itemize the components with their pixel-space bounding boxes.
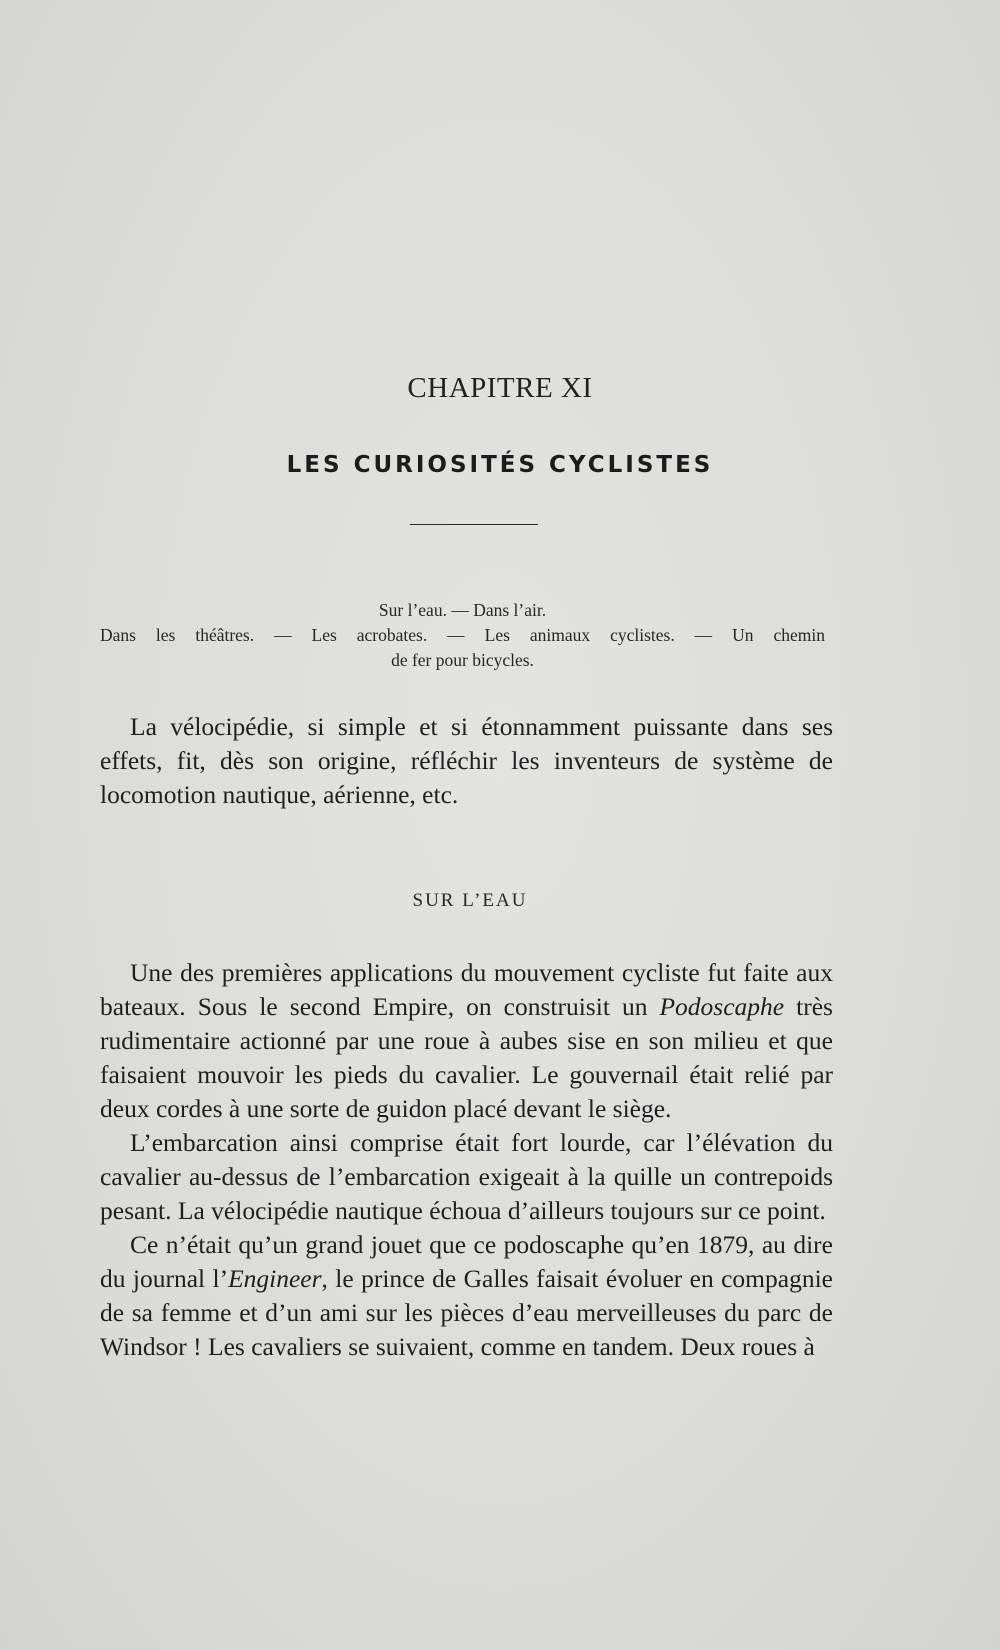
paragraph-2: L’embarcation ainsi comprise était fort lourde, car l’élévation du cavalier au-dessus de l’embarcation exigeait à la quille un contrepoids pesant. La vélocipédie nautique échoua d’ailleurs toujours sur ce point. (100, 1128, 833, 1225)
paragraph-1-text-a: Une des premières applications du mouvement cycliste fut faite aux bateaux. Sous le second Empire, on construisit un (100, 958, 833, 1021)
summary-line-1: Sur l’eau. — Dans l’air. (378, 600, 547, 620)
section-body (100, 956, 833, 1364)
intro-paragraph: La vélocipédie, si simple et si étonnamment puissante dans ses effets, fit, dès son origine, réfléchir les inventeurs de système de locomotion nautique, aérienne, etc. (100, 712, 833, 809)
chapter-title: LES CURIOSITÉS CYCLISTES (286, 452, 714, 478)
intro-text (100, 710, 833, 812)
paragraph-1-text-b: très rudimentaire actionné par une roue à aubes sise en son milieu et que faisaient mouvoir les pieds du cavalier. Le gouvernail était relié par deux cordes à une sorte de guidon placé devant le siège. (100, 992, 833, 1123)
title-divider (410, 524, 538, 525)
chapter-summary (100, 598, 825, 673)
summary-line-3: de fer pour bicycles. (391, 650, 534, 670)
paragraph-3-text-b: , le prince de Galles faisait évoluer en compagnie de sa femme et d’un ami sur les pièces d’eau merveilleuses du parc de Windsor ! Les cavaliers se suivaient, comme en tandem. Deux roues à (100, 1264, 833, 1361)
paragraph-3-text-a: Ce n’était qu’un grand jouet que ce podoscaphe qu’en 1879, au dire du journal l’ (100, 1230, 833, 1293)
paragraph-1-italic: Podoscaphe (659, 992, 785, 1021)
chapter-number: CHAPITRE XI (407, 372, 593, 404)
paragraph-3 (100, 1228, 833, 1364)
section-heading: SUR L’EAU (412, 890, 528, 911)
paragraph-3-italic: Engineer (228, 1264, 322, 1293)
summary-line-2: Dans les théâtres. — Les acrobates. — Les animaux cyclistes. — Un chemin (100, 625, 825, 645)
paragraph-1 (100, 956, 833, 1126)
